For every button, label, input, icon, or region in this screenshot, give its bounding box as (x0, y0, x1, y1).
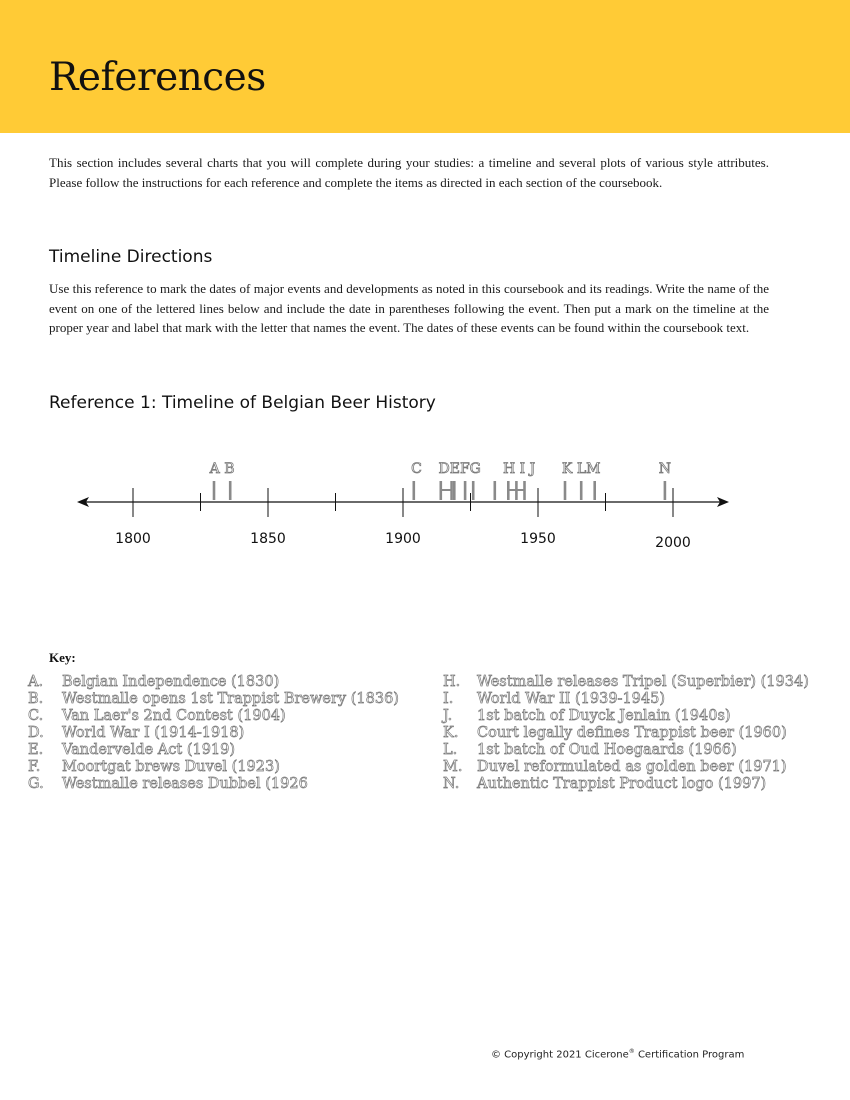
key-item-text: Authentic Trappist Product logo (1997) (477, 776, 767, 792)
key-item-text: Court legally defines Trappist beer (1960) (477, 725, 787, 741)
key-item-letter: K. (443, 725, 459, 741)
mark-label: K LM (561, 461, 601, 477)
timeline-directions-body: Use this reference to mark the dates of major events and developments as noted in this coursebook and its readings. Write the name of the event on one of the lettered lines below and include the date in parentheses following the event. Then put a mark on the timeline at the proper year and label that mark with the letter that names the event. The dates of these events can be found within the coursebook text. (49, 281, 769, 335)
key-label: Key: (49, 650, 76, 665)
key-item-letter: L. (443, 742, 458, 758)
key-item-text: Westmalle releases Dubbel (1926 (62, 776, 308, 792)
key-item (28, 725, 399, 742)
key-list-right (443, 674, 809, 793)
key-item-letter: A. (28, 674, 44, 690)
key-item-letter: F. (28, 759, 41, 775)
key-item-letter: H. (443, 674, 461, 690)
tick-label: 2000 (655, 535, 691, 551)
key-item-letter: C. (28, 708, 44, 724)
key-item-text: Westmalle opens 1st Trappist Brewery (1836) (62, 691, 399, 707)
key-item-text: Moortgat brews Duvel (1923) (62, 759, 280, 775)
key-item-text: 1st batch of Duyck Jenlain (1940s) (477, 708, 731, 724)
mark-label: DEFG (438, 461, 481, 477)
tick-label: 1800 (115, 531, 151, 547)
key-item-text: World War I (1914-1918) (62, 725, 245, 741)
intro-paragraph: This section includes several charts that you will complete during your studies: a timeline and several plots of various style attributes. Please follow the instructions for each reference and complete the items as directed in each section of the coursebook. (49, 155, 769, 190)
key-item-text: 1st batch of Oud Hoegaards (1966) (477, 742, 737, 758)
key-item-text: World War II (1939-1945) (477, 691, 666, 707)
key-item (443, 674, 809, 691)
key-item-letter: D. (28, 725, 44, 741)
tick-label: 1950 (520, 531, 556, 547)
key-item-text: Duvel reformulated as golden beer (1971) (477, 759, 787, 775)
key-item-letter: M. (443, 759, 463, 775)
key-item-letter: I. (443, 691, 454, 707)
key-item-text: Van Laer's 2nd Contest (1904) (62, 708, 286, 724)
key-item (28, 742, 399, 759)
key-item-text: Belgian Independence (1830) (62, 674, 280, 690)
mark-label: N (658, 461, 672, 477)
key-item-text: Westmalle releases Tripel (Superbier) (1934) (477, 674, 809, 690)
key-item (443, 742, 809, 759)
key-item (443, 691, 809, 708)
key-item-letter: G. (28, 776, 44, 792)
key-item-letter: E. (28, 742, 44, 758)
key-item (443, 759, 809, 776)
mark-label: A B (209, 461, 235, 477)
key-item (28, 691, 399, 708)
reference-1-heading: Reference 1: Timeline of Belgian Beer History (49, 393, 436, 413)
page-title: References (49, 55, 266, 100)
key-item-letter: J. (443, 708, 453, 724)
tick-label: 1900 (385, 531, 421, 547)
key-item (443, 776, 809, 793)
key-item-letter: B. (28, 691, 44, 707)
tick-label: 1850 (250, 531, 286, 547)
copyright-text: © Copyright 2021 Cicerone (491, 1049, 629, 1061)
registered-mark: ® (628, 1048, 635, 1055)
key-item-letter: N. (443, 776, 460, 792)
mark-label: H I J (502, 461, 536, 477)
key-item (28, 674, 399, 691)
key-list-left (28, 674, 399, 793)
key-item (28, 776, 399, 793)
key-item (443, 725, 809, 742)
key-item-text: Vandervelde Act (1919) (62, 742, 236, 758)
timeline-chart (0, 440, 850, 570)
copyright-tail: Certification Program (634, 1049, 745, 1061)
copyright-footer (491, 1048, 744, 1060)
timeline-directions-heading: Timeline Directions (49, 247, 213, 267)
header-banner (0, 0, 850, 133)
key-item (28, 708, 399, 725)
key-item (28, 759, 399, 776)
mark-label: C (411, 461, 422, 477)
key-item (443, 708, 809, 725)
